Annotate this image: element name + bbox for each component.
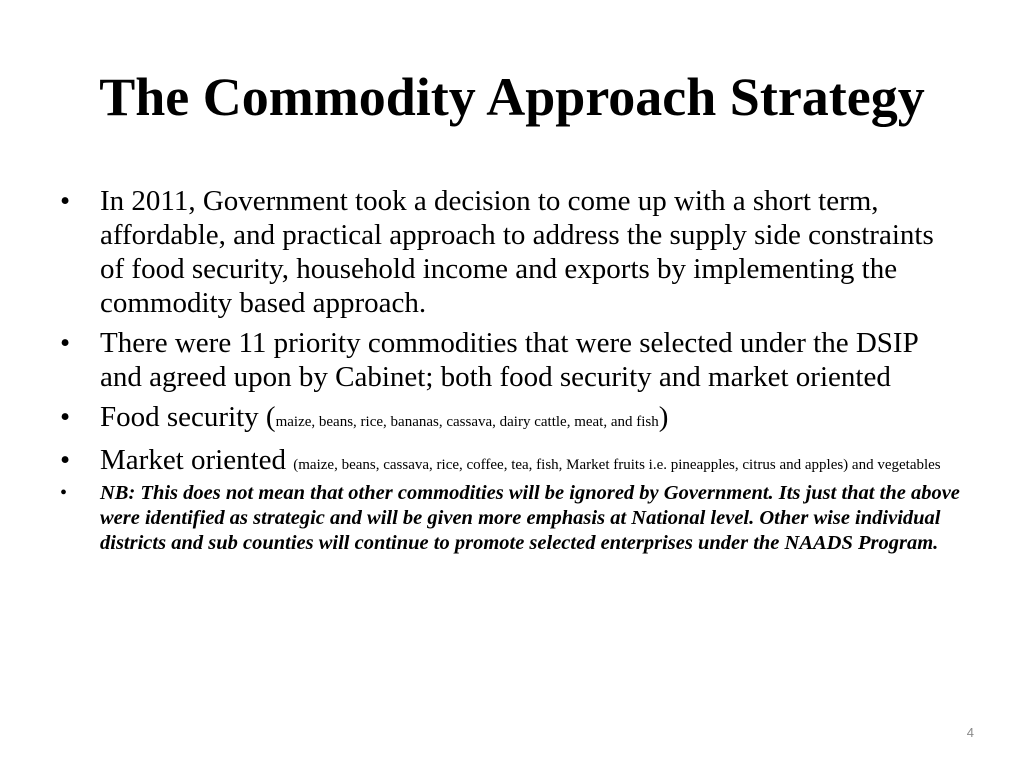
bullet-food-security	[60, 400, 965, 439]
bullet-point-icon: •	[60, 185, 71, 217]
bullet-label: Food security (	[100, 401, 276, 433]
bullet-detail: maize, beans, rice, bananas, cassava, dairy cattle, meat, and fish	[275, 414, 659, 430]
bullet-point-icon: •	[60, 401, 71, 433]
bullet-point-icon: •	[60, 327, 71, 359]
slide-title: The Commodity Approach Strategy	[99, 67, 925, 127]
bullet-point-icon: •	[60, 482, 68, 504]
bullet-priority-commodities	[60, 326, 965, 394]
bullet-text: NB: This does not mean that other commodities will be ignored by Government. Its just that the above were identified as strategic and will be given more emphasis at National level. Other wise individual districts and sub counties will continue to promote selected enterprises under the NAADS Program.	[100, 482, 960, 554]
bullet-list	[60, 184, 965, 556]
bullet-point-icon: •	[60, 444, 71, 476]
bullet-label: Market oriented	[100, 444, 287, 476]
page-number: 4	[966, 725, 974, 740]
bullet-text: There were 11 priority commodities that were selected under the DSIP and agreed upon by Cabinet; both food security and market oriented	[100, 327, 918, 393]
bullet-detail: (maize, beans, cassava, rice, coffee, tea, fish, Market fruits i.e. pineapples, citrus and apples) and vegetables	[293, 457, 941, 473]
bullet-close-paren: )	[658, 401, 669, 433]
bullet-government-decision	[60, 184, 965, 320]
bullet-text: In 2011, Government took a decision to come up with a short term, affordable, and practical approach to address the supply side constraints of food security, household income and exports by implementing the commodity based approach.	[100, 185, 934, 319]
bullet-market-oriented	[60, 443, 965, 477]
bullet-nb-note	[60, 481, 965, 556]
